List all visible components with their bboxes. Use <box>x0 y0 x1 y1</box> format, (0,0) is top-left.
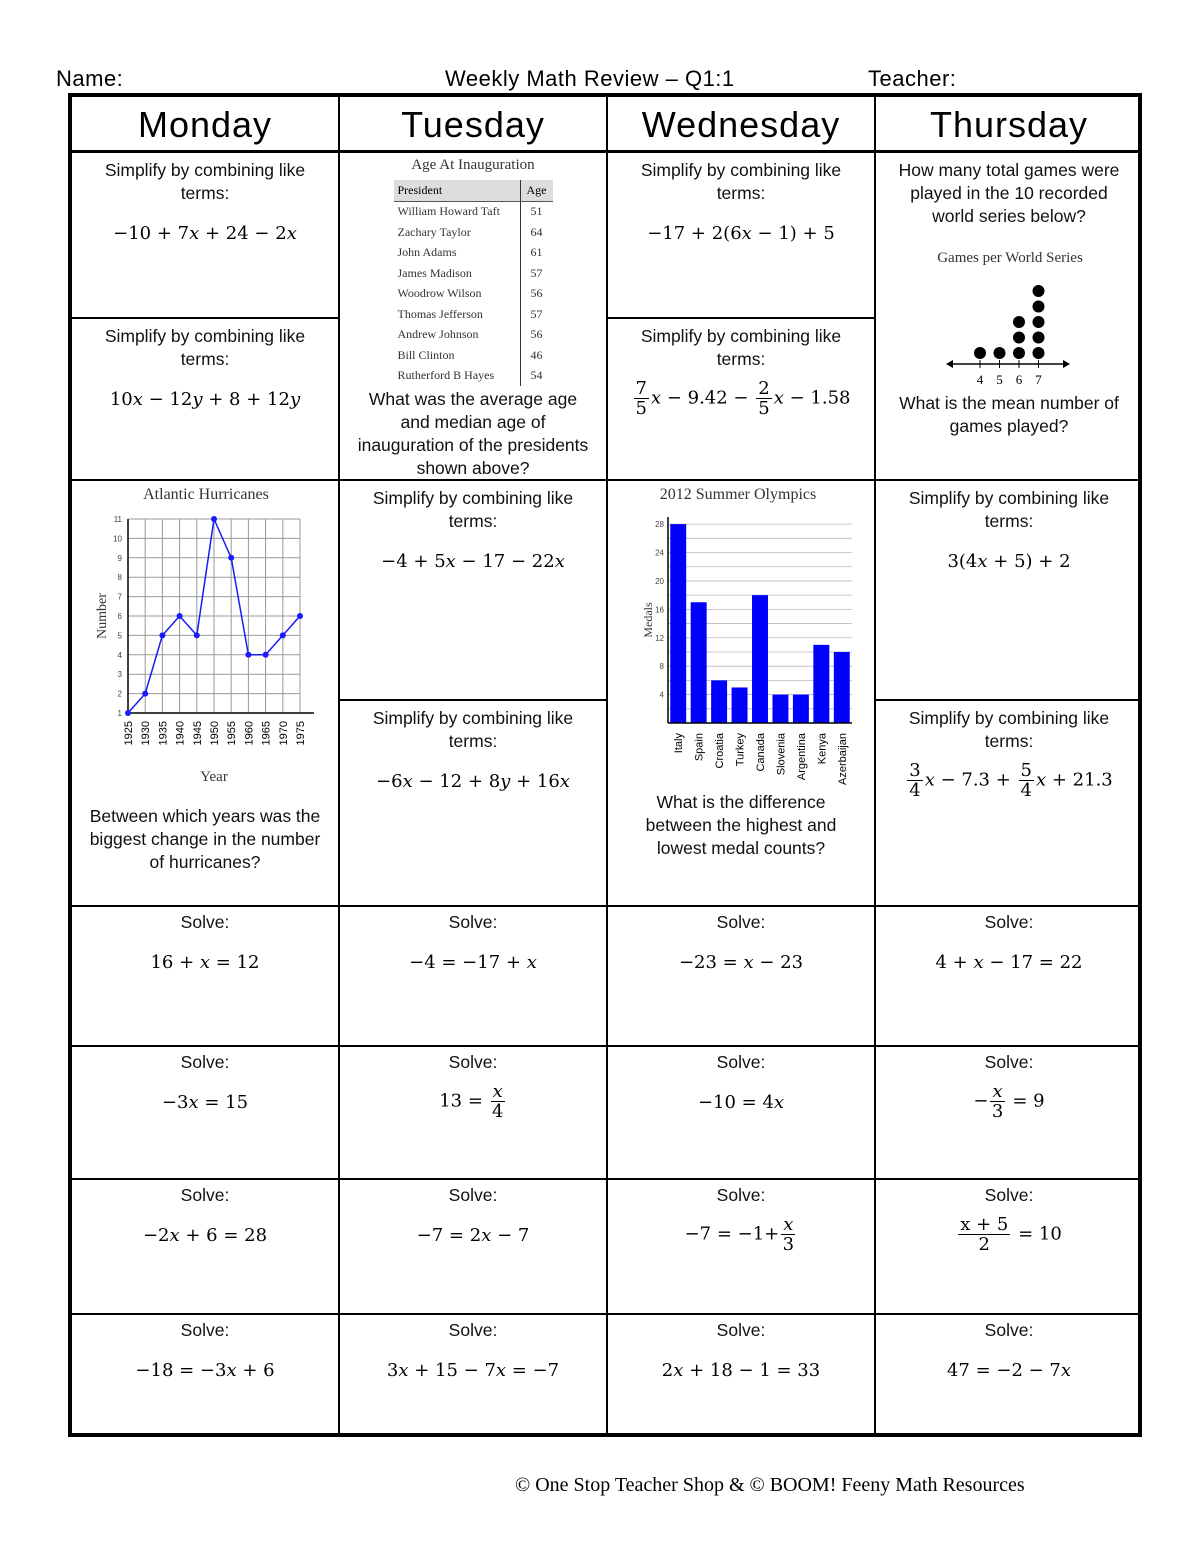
copyright-footer: © One Stop Teacher Shop & © BOOM! Feeny Math Resources <box>515 1474 1025 1496</box>
bar <box>772 695 788 723</box>
table-title: Age At Inauguration <box>411 157 535 173</box>
y-tick-label: 3 <box>117 670 122 680</box>
y-tick-label: 1 <box>117 709 122 718</box>
olympics-question: What is the difference between the highest and lowest medal counts? <box>645 792 837 858</box>
expression-end: x + 21.3 <box>1036 769 1113 791</box>
x-tick-label: 1930 <box>140 721 153 746</box>
equation <box>876 1215 1142 1254</box>
data-point <box>228 555 234 561</box>
fraction <box>491 1082 505 1121</box>
solve-prompt: Solve: <box>448 912 498 932</box>
table-header-row <box>394 180 553 201</box>
x-tick-label: 7 <box>1035 372 1042 387</box>
table-row <box>394 345 553 366</box>
y-tick-label: 9 <box>117 553 122 563</box>
equation: 16 + x = 12 <box>150 952 260 973</box>
negative-sign: − <box>973 1090 989 1112</box>
x-tick-label: 1945 <box>191 721 204 746</box>
president-name: Thomas Jefferson <box>397 306 483 321</box>
fraction <box>634 379 649 418</box>
wednesday-problem-1 <box>608 153 876 319</box>
table-question: What was the average age and median age of inauguration of the presidents shown above? <box>357 389 589 478</box>
expression: −6x − 12 + 8y + 16x <box>376 771 570 792</box>
data-point <box>280 632 286 638</box>
numerator: x <box>992 1081 1003 1102</box>
expression-middle: x − 7.3 + <box>924 769 1011 791</box>
solve-prompt: Solve: <box>180 1185 230 1205</box>
x-tick-label: 1925 <box>123 721 135 746</box>
thursday-solve-1 <box>876 907 1142 1047</box>
expression-middle: x − 9.42 − <box>650 387 749 409</box>
data-point <box>142 691 148 697</box>
bar <box>834 652 850 723</box>
y-tick-label: 8 <box>117 573 122 583</box>
x-tick-label: Canada <box>755 733 767 772</box>
chart-title: Atlantic Hurricanes <box>143 486 269 503</box>
monday-problem-2 <box>72 319 340 481</box>
mean-question: What is the mean number of games played? <box>899 393 1119 436</box>
equation: −3x = 15 <box>161 1092 249 1113</box>
expression <box>876 761 1142 800</box>
tuesday-solve-3 <box>340 1180 608 1315</box>
y-axis-label: Medals <box>641 602 655 638</box>
chart-title: Games per World Series <box>937 250 1083 266</box>
simplify-prompt: Simplify by combining like terms: <box>372 488 574 531</box>
president-age: 56 <box>520 284 553 305</box>
simplify-prompt: Simplify by combining like terms: <box>372 708 574 751</box>
data-point <box>211 516 217 522</box>
fraction <box>756 379 771 418</box>
president-name: Rutherford B Hayes <box>397 368 495 383</box>
data-dot <box>1033 316 1045 328</box>
solve-prompt: Solve: <box>180 1052 230 1072</box>
x-tick-label: Turkey <box>734 733 747 767</box>
hurricane-question: Between which years was the biggest change in the number of hurricanes? <box>89 806 321 872</box>
wednesday-problem-2 <box>608 319 876 481</box>
y-tick-label: 6 <box>117 612 122 621</box>
y-tick-label: 5 <box>117 631 122 641</box>
equation <box>340 1082 606 1121</box>
bar <box>691 602 707 723</box>
x-tick-label: Croatia <box>714 733 727 769</box>
simplify-prompt: Simplify by combining like terms: <box>908 708 1110 751</box>
column-header-president: President <box>394 180 521 201</box>
numerator: 7 <box>635 378 647 399</box>
fraction <box>781 1215 795 1254</box>
solve-prompt: Solve: <box>716 1320 766 1340</box>
review-grid <box>68 93 1142 1437</box>
y-tick-label: 28 <box>655 520 664 530</box>
data-point <box>263 652 269 658</box>
y-tick-label: 7 <box>117 592 122 602</box>
dot-plot-question: How many total games were played in the 10 recorded world series below? <box>898 160 1120 226</box>
wednesday-solve-1 <box>608 907 876 1047</box>
data-dot <box>1013 347 1025 359</box>
president-age-table <box>394 180 553 386</box>
denominator: 5 <box>758 398 770 419</box>
data-point <box>245 652 251 658</box>
table-row <box>394 222 553 243</box>
x-tick-label: 1975 <box>295 721 307 746</box>
expression <box>608 379 874 418</box>
table-row <box>394 284 553 305</box>
y-axis-label: Number <box>95 593 110 639</box>
data-dot <box>1033 301 1045 313</box>
y-tick-label: 20 <box>655 576 664 586</box>
president-age: 51 <box>520 201 553 222</box>
y-tick-label: 4 <box>117 650 122 660</box>
day-header-monday: Monday <box>72 97 340 153</box>
solve-prompt: Solve: <box>984 912 1034 932</box>
x-tick-label: Argentina <box>795 733 808 781</box>
day-header-tuesday: Tuesday <box>340 97 608 153</box>
tuesday-solve-1 <box>340 907 608 1047</box>
simplify-prompt: Simplify by combining like terms: <box>104 326 306 369</box>
y-tick-label: 10 <box>113 534 122 544</box>
x-tick-label: Italy <box>673 733 686 754</box>
column-header-age: Age <box>520 180 553 201</box>
wednesday-solve-3 <box>608 1180 876 1315</box>
bar <box>813 645 829 723</box>
expression: 3(4x + 5) + 2 <box>947 551 1071 572</box>
denominator: 2 <box>978 1234 990 1255</box>
monday-solve-4 <box>72 1315 340 1433</box>
tuesday-solve-2 <box>340 1047 608 1180</box>
arrow-left-icon <box>946 360 953 368</box>
thursday-problem-4 <box>876 701 1142 907</box>
equation: 47 = −2 − 7x <box>946 1360 1072 1381</box>
table-row <box>394 263 553 284</box>
equation-right: = 9 <box>1012 1090 1045 1112</box>
data-dot <box>1033 332 1045 344</box>
denominator: 4 <box>491 1101 504 1122</box>
numerator: x + 5 <box>960 1214 1009 1235</box>
president-age: 56 <box>520 325 553 346</box>
numerator: 3 <box>909 760 921 781</box>
data-dot <box>974 347 986 359</box>
data-dot <box>994 347 1006 359</box>
x-tick-label: 5 <box>996 372 1003 387</box>
y-tick-label: 12 <box>655 633 664 643</box>
name-label: Name: <box>56 66 124 91</box>
table-row <box>394 201 553 222</box>
equation-left: −7 = −1+ <box>684 1223 780 1245</box>
x-tick-label: 1935 <box>157 721 170 746</box>
president-name: Zachary Taylor <box>397 224 471 239</box>
x-tick-label: 1950 <box>209 721 221 746</box>
y-tick-label: 11 <box>113 515 122 524</box>
denominator: 5 <box>635 398 647 419</box>
thursday-solve-4 <box>876 1315 1142 1433</box>
x-tick-label: 1965 <box>260 721 273 746</box>
thursday-problem-3 <box>876 481 1142 701</box>
table-row <box>394 325 553 346</box>
day-header-thursday: Thursday <box>876 97 1142 153</box>
monday-solve-3 <box>72 1180 340 1315</box>
thursday-dot-plot-cell <box>876 153 1142 481</box>
denominator: 3 <box>782 1234 795 1255</box>
equation <box>876 1082 1142 1121</box>
solve-prompt: Solve: <box>448 1320 498 1340</box>
fraction <box>1019 761 1034 800</box>
solve-prompt: Solve: <box>984 1320 1034 1340</box>
equation-left: 13 = <box>439 1090 483 1112</box>
equation: −2x + 6 = 28 <box>142 1225 268 1246</box>
data-dot <box>1013 316 1025 328</box>
numerator: 2 <box>758 378 770 399</box>
data-point <box>177 613 183 619</box>
x-tick-label: 1955 <box>226 721 239 746</box>
equation: −10 = 4x <box>697 1092 785 1113</box>
x-axis-label: Year <box>200 769 228 785</box>
simplify-prompt: Simplify by combining like terms: <box>640 326 842 369</box>
numerator: x <box>492 1081 503 1102</box>
data-point <box>159 632 165 638</box>
chart-title: 2012 Summer Olympics <box>659 486 817 503</box>
worksheet-title: Weekly Math Review – Q1:1 <box>445 66 735 91</box>
expression: −4 + 5x − 17 − 22x <box>381 551 565 572</box>
x-tick-label: Spain <box>693 733 706 762</box>
president-name: James Madison <box>397 265 472 280</box>
table-row <box>394 366 553 387</box>
solve-prompt: Solve: <box>716 1185 766 1205</box>
arrow-right-icon <box>1063 360 1070 368</box>
atlantic-hurricanes-chart <box>72 481 340 799</box>
bar <box>793 695 809 723</box>
x-tick-label: 6 <box>1015 372 1023 387</box>
equation: −4 = −17 + x <box>409 952 537 973</box>
monday-hurricane-cell <box>72 481 340 907</box>
numerator: x <box>783 1214 794 1235</box>
president-name: Andrew Johnson <box>397 327 479 342</box>
day-header-wednesday: Wednesday <box>608 97 876 153</box>
numerator: 5 <box>1020 760 1032 781</box>
wednesday-solve-4 <box>608 1315 876 1433</box>
world-series-dot-plot <box>876 228 1142 392</box>
x-tick-label: 1940 <box>174 721 187 746</box>
solve-prompt: Solve: <box>984 1185 1034 1205</box>
data-point <box>194 632 200 638</box>
x-tick-label: Kenya <box>816 733 829 765</box>
president-age: 46 <box>520 345 553 366</box>
y-tick-label: 24 <box>655 548 664 558</box>
denominator: 4 <box>909 780 921 801</box>
table-row <box>394 243 553 264</box>
expression-end: x − 1.58 <box>773 387 851 409</box>
monday-solve-2 <box>72 1047 340 1180</box>
president-name: Woodrow Wilson <box>397 286 482 301</box>
bar <box>752 595 768 723</box>
equation-right: = 10 <box>1018 1223 1062 1245</box>
y-tick-label: 16 <box>655 605 664 615</box>
president-name: William Howard Taft <box>397 204 500 219</box>
expression: 10x − 12y + 8 + 12y <box>109 389 301 410</box>
fraction <box>990 1082 1004 1121</box>
president-name: John Adams <box>397 245 457 260</box>
president-age: 54 <box>520 366 553 387</box>
data-point <box>125 710 131 716</box>
thursday-solve-2 <box>876 1047 1142 1180</box>
tuesday-president-table-cell <box>340 153 608 481</box>
solve-prompt: Solve: <box>448 1185 498 1205</box>
equation: 3x + 15 − 7x = −7 <box>386 1360 560 1381</box>
data-dot <box>1033 347 1045 359</box>
president-age: 57 <box>520 304 553 325</box>
president-age: 64 <box>520 222 553 243</box>
simplify-prompt: Simplify by combining like terms: <box>640 160 842 203</box>
monday-solve-1 <box>72 907 340 1047</box>
wednesday-solve-2 <box>608 1047 876 1180</box>
solve-prompt: Solve: <box>984 1052 1034 1072</box>
solve-prompt: Solve: <box>448 1052 498 1072</box>
bar <box>711 680 727 723</box>
president-age: 61 <box>520 243 553 264</box>
data-dot <box>1033 285 1045 297</box>
x-tick-label: Azerbaijan <box>836 733 849 785</box>
data-dot <box>1013 332 1025 344</box>
teacher-label: Teacher: <box>868 66 957 91</box>
president-name: Bill Clinton <box>397 347 455 362</box>
simplify-prompt: Simplify by combining like terms: <box>104 160 306 203</box>
summer-olympics-chart <box>608 481 876 791</box>
tuesday-solve-4 <box>340 1315 608 1433</box>
equation: −18 = −3x + 6 <box>135 1360 275 1381</box>
president-age: 57 <box>520 263 553 284</box>
denominator: 4 <box>1020 780 1032 801</box>
tuesday-problem-3 <box>340 481 608 701</box>
solve-prompt: Solve: <box>716 912 766 932</box>
x-tick-label: 1970 <box>277 721 290 746</box>
fraction <box>907 761 922 800</box>
thursday-solve-3 <box>876 1180 1142 1315</box>
simplify-prompt: Simplify by combining like terms: <box>908 488 1110 531</box>
y-tick-label: 2 <box>117 689 122 699</box>
x-tick-label: 1960 <box>243 721 256 746</box>
equation: 4 + x − 17 = 22 <box>935 952 1083 973</box>
solve-prompt: Solve: <box>716 1052 766 1072</box>
y-tick-label: 4 <box>659 690 664 700</box>
bar <box>732 687 748 723</box>
bar <box>670 524 686 723</box>
solve-prompt: Solve: <box>180 912 230 932</box>
monday-problem-1 <box>72 153 340 319</box>
fraction <box>958 1215 1010 1254</box>
equation: 2x + 18 − 1 = 33 <box>661 1360 821 1381</box>
solve-prompt: Solve: <box>180 1320 230 1340</box>
x-tick-label: Slovenia <box>775 733 788 776</box>
equation: −23 = x − 23 <box>678 952 804 973</box>
equation: −7 = 2x − 7 <box>416 1225 530 1246</box>
tuesday-problem-4 <box>340 701 608 907</box>
expression: −17 + 2(6x − 1) + 5 <box>647 223 835 244</box>
x-tick-label: 4 <box>976 372 984 387</box>
expression: −10 + 7x + 24 − 2x <box>113 223 297 244</box>
table-row <box>394 304 553 325</box>
equation <box>608 1215 874 1254</box>
data-point <box>297 613 303 619</box>
wednesday-olympics-cell <box>608 481 876 907</box>
denominator: 3 <box>991 1101 1004 1122</box>
y-tick-label: 8 <box>659 662 664 672</box>
